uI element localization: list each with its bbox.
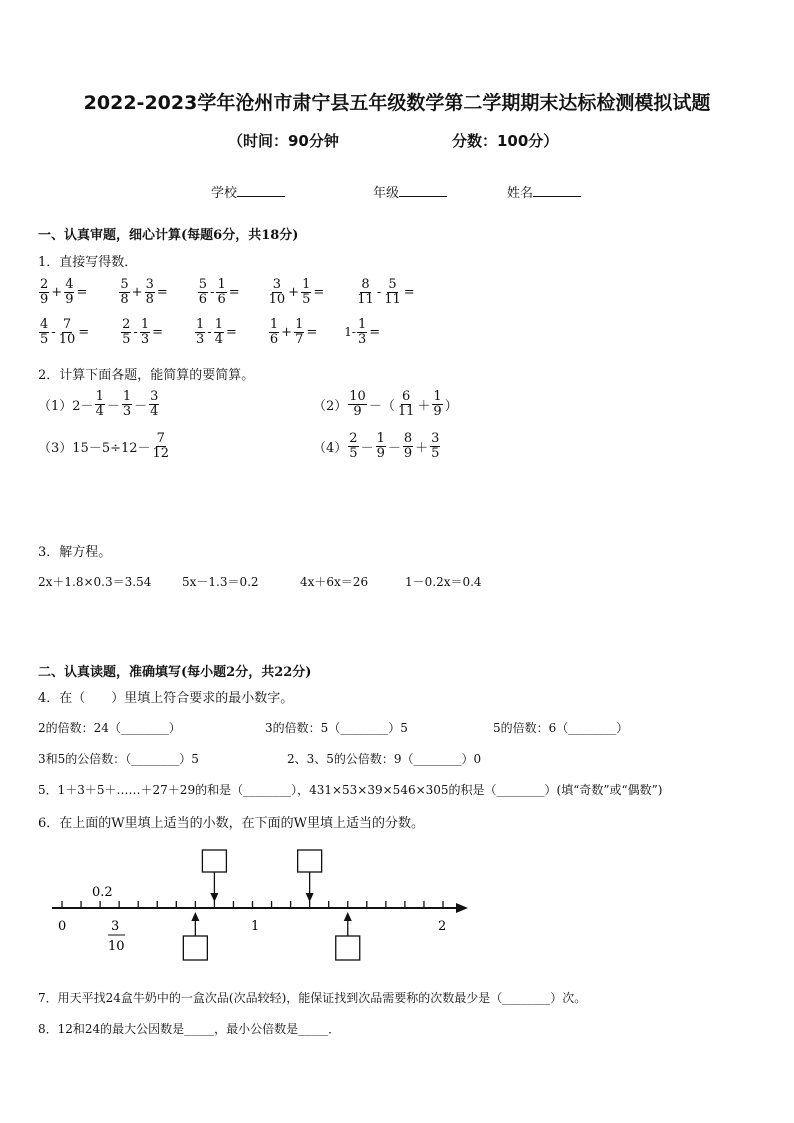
answer-box-upper <box>202 850 226 872</box>
fraction: $\frac{1}{6}$ <box>269 317 279 347</box>
q2-problem-3: （3） 15－5÷12－ $\frac{7}{12}$ <box>38 431 170 461</box>
grade-field[interactable]: 年级 <box>373 182 447 201</box>
fraction: $\frac{5}{11}$ <box>384 277 401 307</box>
name-field[interactable]: 姓名 <box>507 182 581 201</box>
q3-equation-2: 5x－1.3＝0.2 <box>182 575 259 589</box>
section1-heading: 一、认真审题，细心计算(每题6分，共18分) <box>38 228 299 243</box>
q1-row1 <box>38 278 416 306</box>
exam-score: 分数：100分） <box>452 132 559 150</box>
fraction: $\frac{2}{5}$ <box>349 431 358 461</box>
label-0-2: 0.2 <box>92 885 113 900</box>
fraction: $\frac{3}{10}$ <box>268 277 286 307</box>
answer-box-lower <box>183 936 207 960</box>
mental-math-item: $\frac{4}{5}$ - $\frac{7}{10}$ = <box>40 317 90 347</box>
fraction: $\frac{1}{4}$ <box>95 389 104 419</box>
mental-math-item: $\frac{5}{8}$ + $\frac{3}{8}$ = <box>120 277 168 307</box>
fraction: $\frac{1}{7}$ <box>295 317 304 347</box>
fraction: $\frac{6}{11}$ <box>397 389 415 419</box>
fraction: $\frac{7}{10}$ <box>58 317 76 347</box>
fraction: $\frac{1}{6}$ <box>217 277 226 307</box>
q1-label: 1．直接写得数． <box>38 255 138 270</box>
q1-row2 <box>38 318 381 346</box>
arrow-up-icon <box>191 912 199 921</box>
fraction: $\frac{8}{11}$ <box>357 277 374 307</box>
q4-item-4: 3和5的公倍数：（________）5 <box>38 752 199 766</box>
q2-problem-2: （2） $\frac{10}{9}$ －（ $\frac{6}{11}$ ＋ $\frac{1}{9}$ ） <box>313 389 458 419</box>
axis-arrow <box>456 903 468 913</box>
frac-label-numerator: 3 <box>111 919 120 934</box>
mental-math-item: $\frac{1}{3}$ - $\frac{1}{4}$ = <box>196 317 237 347</box>
fraction: $\frac{2}{5}$ <box>122 317 131 347</box>
q7-text: 7．用天平找24盒牛奶中的一盒次品(次品较轻)，能保证找到次品需要称的次数最少是（________）次。 <box>38 991 587 1005</box>
q3-equation-1: 2x＋1.8×0.3＝3.54 <box>38 575 152 589</box>
number-line-figure <box>0 840 794 970</box>
q2-problem-1: （1） 2－ $\frac{1}{4}$ － $\frac{1}{3}$ － $\frac{3}{4}$ <box>38 389 159 419</box>
fraction: $\frac{3}{5}$ <box>431 431 440 461</box>
q2-problem-4: （4） $\frac{2}{5}$ － $\frac{1}{9}$ － $\frac{8}{9}$ ＋ $\frac{3}{5}$ <box>313 431 440 461</box>
q2-label: 2．计算下面各题，能简算的要简算。 <box>38 368 255 383</box>
q4-item-3: 5的倍数：6（________） <box>493 721 629 735</box>
q8-text: 8．12和24的最大公因数是_____，最小公倍数是_____． <box>38 1022 341 1036</box>
q4-label: 4．在（ ）里填上符合要求的最小数字。 <box>38 691 294 706</box>
fraction: $\frac{8}{9}$ <box>403 431 413 461</box>
q4-item-1: 2的倍数：24（________） <box>38 721 181 735</box>
fraction: $\frac{1}{3}$ <box>357 317 367 347</box>
fraction: $\frac{1}{4}$ <box>214 317 223 347</box>
label-0: 0 <box>58 919 67 934</box>
mental-math-item: $\frac{2}{5}$ - $\frac{1}{3}$ = <box>122 317 164 347</box>
answer-box-lower <box>336 936 360 960</box>
mental-math-item: $\frac{5}{6}$ - $\frac{1}{6}$ = <box>198 277 240 307</box>
fraction: $\frac{1}{9}$ <box>376 431 385 461</box>
q5-text: 5．1＋3＋5＋……＋27＋29的和是（________），431×53×39×546×305的积是（________）(填“奇数”或“偶数”) <box>38 783 663 797</box>
frac-label-denominator: 10 <box>108 939 125 954</box>
label-2: 2 <box>438 919 447 934</box>
school-field[interactable]: 学校 <box>211 182 285 201</box>
q3-equation-4: 1－0.2x＝0.4 <box>405 575 482 589</box>
mental-math-item: $\frac{1}{6}$ + $\frac{1}{7}$ = <box>269 317 318 347</box>
fraction: $\frac{1}{3}$ <box>122 389 132 419</box>
mental-math-item: $\frac{3}{10}$ + $\frac{1}{5}$ = <box>268 277 325 307</box>
fraction: $\frac{1}{3}$ <box>196 317 205 347</box>
label-1: 1 <box>251 919 260 934</box>
arrow-down-icon <box>210 893 218 902</box>
fraction: $\frac{1}{5}$ <box>302 277 311 307</box>
section2-heading: 二、认真读题，准确填写(每小题2分，共22分) <box>38 665 312 680</box>
fraction: $\frac{7}{12}$ <box>152 431 170 461</box>
mental-math-item: $\frac{8}{11}$ - $\frac{5}{11}$ = <box>357 277 415 307</box>
q6-label: 6．在上面的W里填上适当的小数，在下面的W里填上适当的分数。 <box>38 816 424 831</box>
arrow-down-icon <box>306 893 314 902</box>
fraction: $\frac{5}{8}$ <box>120 277 129 307</box>
q3-label: 3．解方程。 <box>38 545 112 560</box>
answer-box-upper <box>298 850 322 872</box>
q4-item-2: 3的倍数：5（________）5 <box>265 721 408 735</box>
fraction: $\frac{2}{9}$ <box>40 277 49 307</box>
fraction: $\frac{3}{4}$ <box>150 389 159 419</box>
q4-item-5: 2、3、5的公倍数：9（________）0 <box>287 752 482 766</box>
fraction: $\frac{5}{6}$ <box>198 277 208 307</box>
mental-math-item: $\frac{2}{9}$ + $\frac{4}{9}$ = <box>40 277 88 307</box>
q3-equation-3: 4x＋6x＝26 <box>300 575 369 589</box>
fraction: $\frac{1}{9}$ <box>433 389 442 419</box>
fraction: $\frac{10}{9}$ <box>349 389 366 419</box>
arrow-up-icon <box>344 912 352 921</box>
exam-time: （时间：90分钟 <box>228 132 339 150</box>
fraction: $\frac{4}{9}$ <box>65 277 74 307</box>
fraction: $\frac{3}{8}$ <box>145 277 154 307</box>
mental-math-item: 1- $\frac{1}{3}$ = <box>344 317 381 347</box>
page-title: 2022-2023学年沧州市肃宁县五年级数学第二学期期末达标检测模拟试题 <box>83 92 711 114</box>
fraction: $\frac{4}{5}$ <box>40 317 49 347</box>
fraction: $\frac{1}{3}$ <box>140 317 150 347</box>
